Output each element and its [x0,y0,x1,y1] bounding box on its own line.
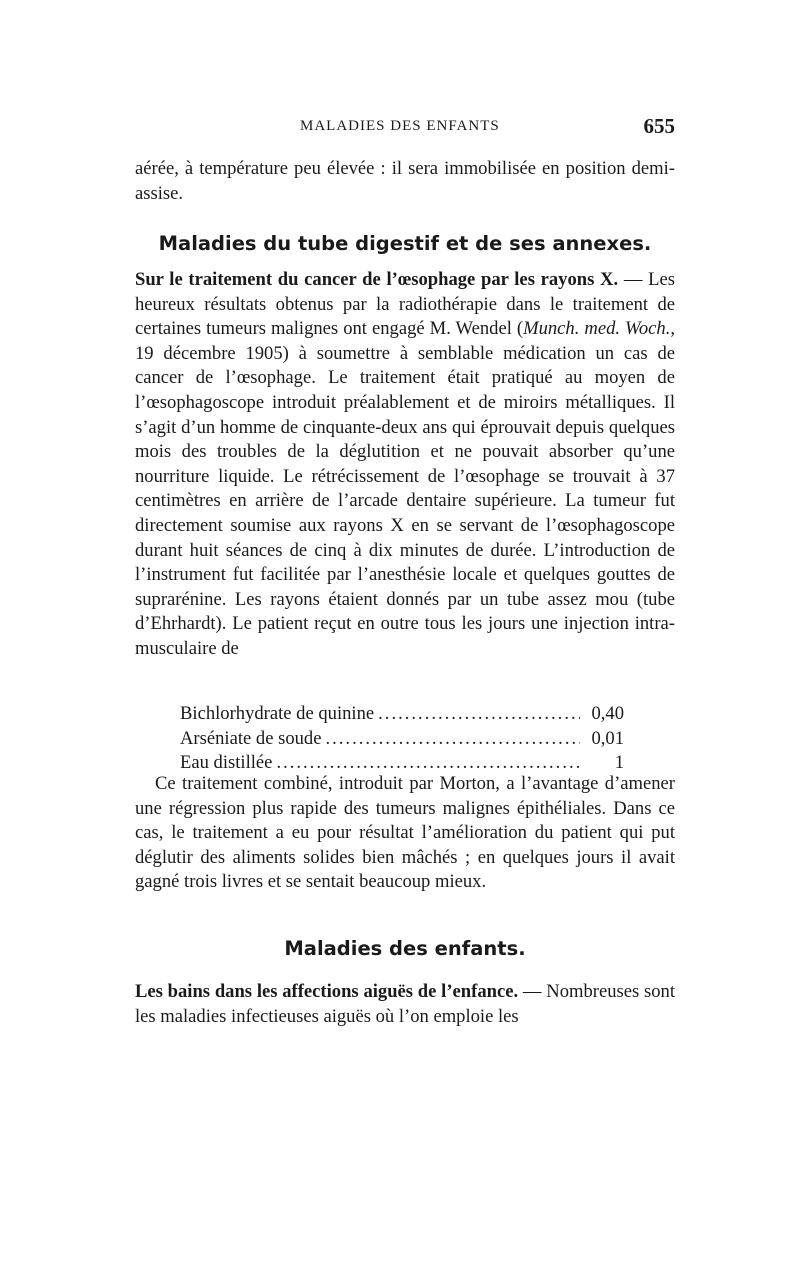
journal-reference: Munch. med. Woch. [523,318,671,340]
prescription-ingredient: Bichlorhydrate de quinine [180,703,375,724]
prescription-ingredient: Eau distillée [180,752,273,774]
article-esophageal-cancer [135,268,675,662]
prescription-ingredient: Arséniate de soude [180,727,322,749]
article-text: — Les heureux résultats obtenus par la radiothérapie dans le traitement de certaines tumeurs malignes ont engagé M. Wendel ( [135,269,675,340]
treatment-outcome-paragraph: Ce traitement combiné, introduit par Morton, a l’avantage d’amener une régression plus rapide des tumeurs malignes épithéliales. Dans ce cas, le traitement a eu pour résultat l’amélioration du patient qui put déglutir des aliments solides bien mâchés ; en quelques jours il avait gagné trois livres et se sentait beaucoup mieux. [135,773,675,893]
prescription-list [180,702,624,776]
section-title-digestive: Maladies du tube digestif et de ses annexes. [158,232,652,255]
prescription-item [180,702,624,727]
article-text: — Nombreuses sont les maladies infectieuses aiguës où l’on emploie les [135,981,675,1027]
section-title-children: Maladies des enfants. [284,937,526,960]
page-number: 655 [643,114,675,138]
prescription-dose: 0,01 [591,727,624,749]
running-title: MALADIES DES ENFANTS [300,118,500,134]
dot-leader [378,702,580,727]
article-lead: Les bains dans les affections aiguës de l’enfance. [135,981,519,1002]
article-baths [135,980,675,1029]
intro-paragraph: aérée, à température peu élevée : il sera immobilisée en position demi-assise. [135,158,675,204]
prescription-dose: 1 [614,752,624,774]
page-header [135,114,675,144]
prescription-item [180,727,624,752]
dot-leader [325,727,580,752]
prescription-dose: 0,40 [591,703,624,724]
article-lead: Sur le traitement du cancer de l’œsophage par les rayons X. [135,269,619,290]
article-text-continued: , 19 décembre 1905) à soumettre à semblable médication un cas de cancer de l’œsophage. Le traitement était pratiqué au moyen de l’œsophagoscope introduit préalablement et de miroirs métalliques. Il s’agit d’un homme de cinquante-deux ans qui éprouvait depuis quelques mois des troubles de la déglutition et ne pouvait absorber qu’une nourriture liquide. Le rétrécissement de l’œsophage se trouvait à 37 centimètres en arrière de l’arcade dentaire supérieure. La tumeur fut directement soumise aux rayons X en se servant de l’œsophagoscope durant huit séances de cinq à dix minutes de durée. L’introduction de l’instrument fut facilitée par l’anesthésie locale et quelques gouttes de suprarénine. Les rayons étaient donnés par un tube assez mou (tube d’Ehrhardt). Le patient reçut en outre tous les jours une injection intra-musculaire de [135,318,675,659]
